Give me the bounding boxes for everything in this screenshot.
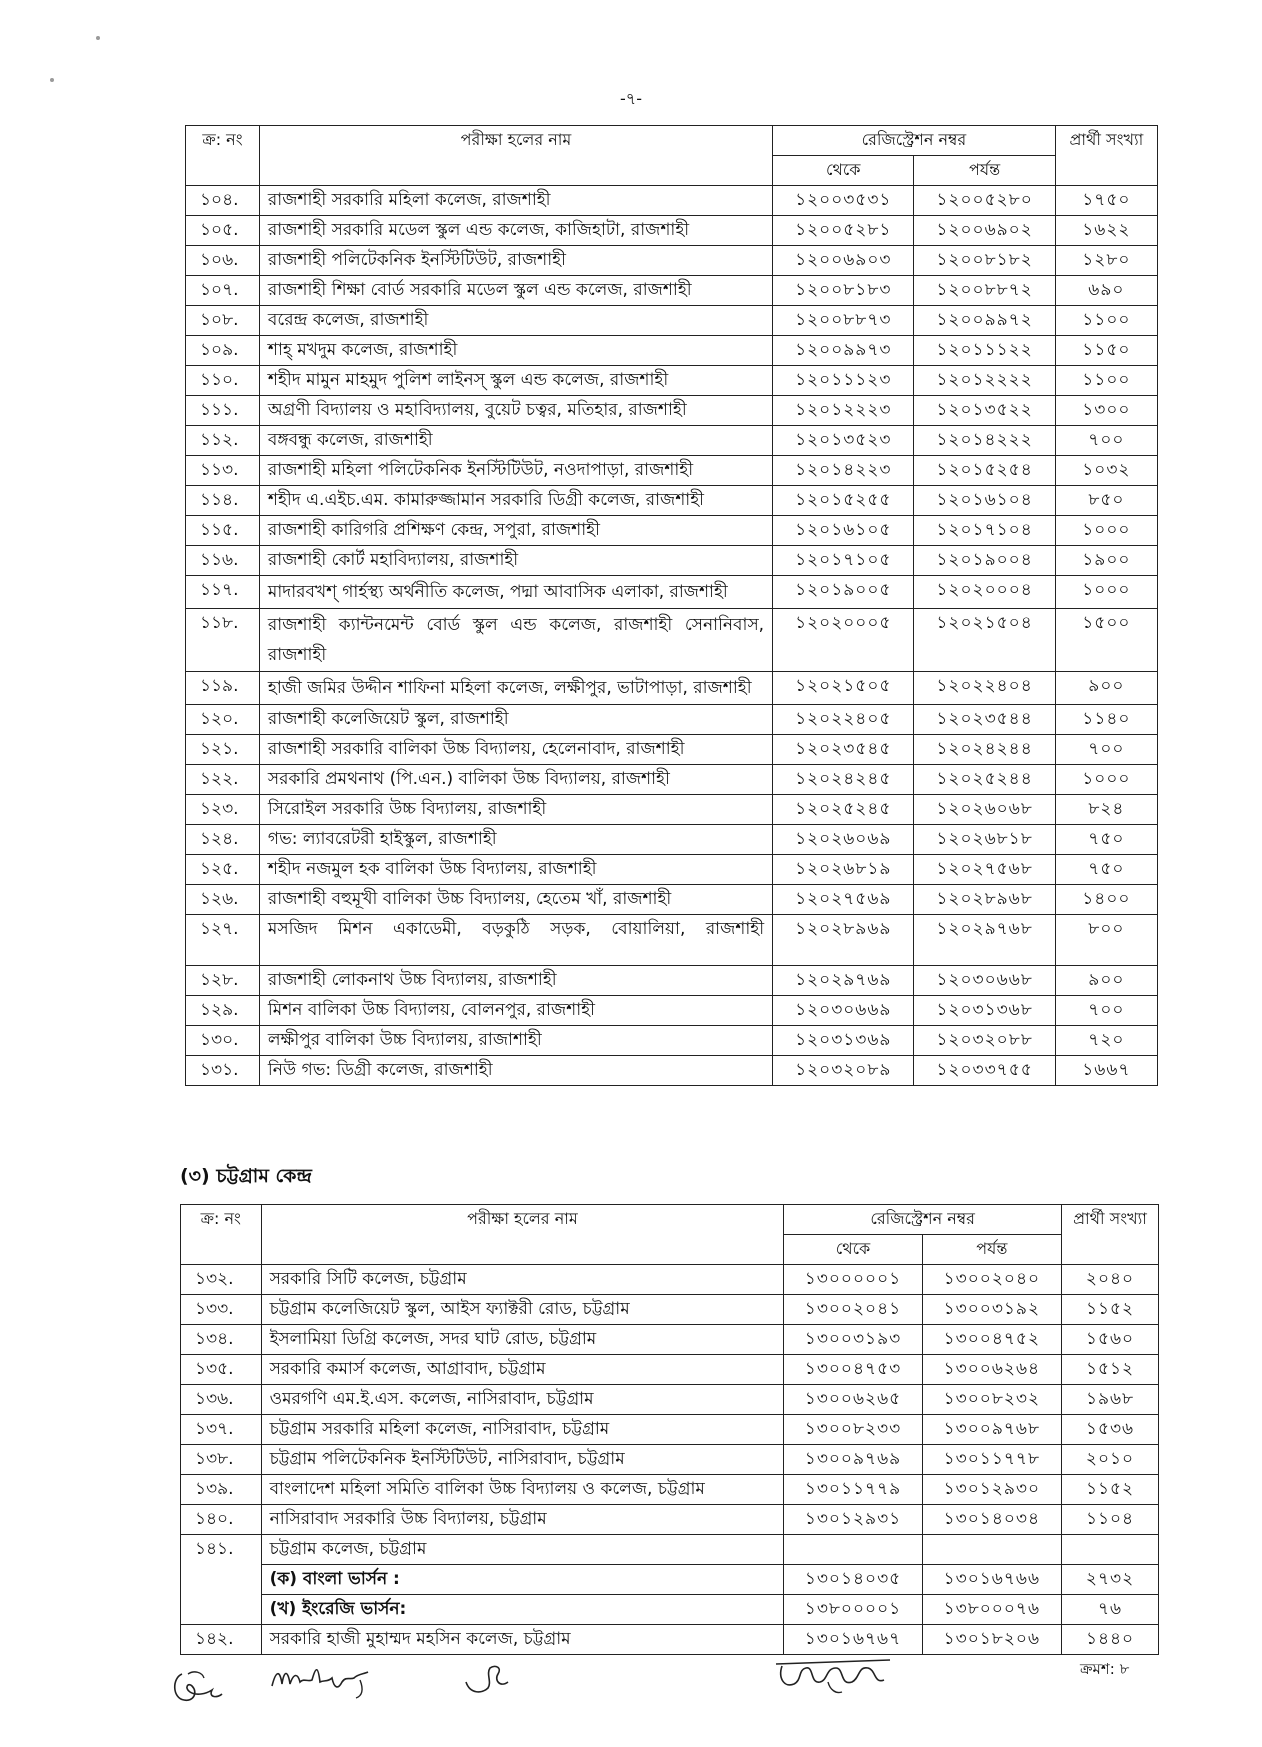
reg-to-cell: ১৩০০৪৭৫২ [922, 1325, 1061, 1355]
table-row [186, 735, 1158, 765]
candidate-count-cell: ১৬৬৭ [1055, 1056, 1157, 1086]
reg-to-cell: ১২০০৯৯৭২ [914, 306, 1055, 336]
header-hall-name: পরীক্ষা হলের নাম [261, 1205, 784, 1265]
candidate-count-cell: ১০৩২ [1055, 456, 1157, 486]
reg-to-cell: ১২০১১১২২ [914, 336, 1055, 366]
header-hall-name: পরীক্ষা হলের নাম [259, 126, 772, 186]
reg-to-cell: ১৩০১২৯৩০ [922, 1475, 1061, 1505]
candidate-count-cell: ১০০০ [1055, 576, 1157, 609]
hall-name-cell: মিশন বালিকা উচ্চ বিদ্যালয়, বোলনপুর, রাজশাহী [259, 996, 772, 1026]
candidate-count-cell: ১৯০০ [1055, 546, 1157, 576]
serial-cell: ১২৩. [186, 795, 260, 825]
hall-name-cell: শাহ্ মখদুম কলেজ, রাজশাহী [259, 336, 772, 366]
reg-from-cell: ১২০২২৪০৫ [773, 705, 914, 735]
table-row [186, 336, 1158, 366]
candidate-count-cell: ১৫১২ [1062, 1355, 1159, 1385]
hall-name-cell: বরেন্দ্র কলেজ, রাজশাহী [259, 306, 772, 336]
reg-to-cell: ১২০২৫২৪৪ [914, 765, 1055, 795]
table-row [186, 216, 1158, 246]
header-from: থেকে [773, 156, 914, 186]
table-row [186, 306, 1158, 336]
table-row [181, 1265, 1159, 1295]
serial-cell: ১২৪. [186, 825, 260, 855]
table-row [186, 795, 1158, 825]
reg-from-cell: ১৩০১৬৭৬৭ [784, 1625, 922, 1655]
candidate-count-cell: ১০০০ [1055, 765, 1157, 795]
reg-to-cell: ১২০০৮১৮২ [914, 246, 1055, 276]
reg-from-cell: ১২০১৯০০৫ [773, 576, 914, 609]
reg-to-cell: ১২০২২৪০৪ [914, 672, 1055, 705]
serial-cell: ১১৮. [186, 609, 260, 672]
table-row [186, 672, 1158, 705]
hall-name-cell: রাজশাহী লোকনাথ উচ্চ বিদ্যালয়, রাজশাহী [259, 966, 772, 996]
candidate-count-cell: ৭২০ [1055, 1026, 1157, 1056]
sub-version-name: (খ) ইংরেজি ভার্সন: [261, 1595, 784, 1625]
candidate-count-cell: ৬৯০ [1055, 276, 1157, 306]
candidate-count-cell: ১৩০০ [1055, 396, 1157, 426]
table-row [186, 456, 1158, 486]
hall-name-cell: সরকারি হাজী মুহাম্মদ মহসিন কলেজ, চট্টগ্রাম [261, 1625, 784, 1655]
reg-to-cell: ১৩০১৮২০৬ [922, 1625, 1061, 1655]
serial-cell: ১৩৮. [181, 1445, 262, 1475]
hall-name-cell: চট্টগ্রাম সরকারি মহিলা কলেজ, নাসিরাবাদ, চট্টগ্রাম [261, 1415, 784, 1445]
table-row [186, 996, 1158, 1026]
candidate-count-cell: ৭০০ [1055, 426, 1157, 456]
serial-cell: ১৩৭. [181, 1415, 262, 1445]
reg-from-cell: ১২০২৪২৪৫ [773, 765, 914, 795]
serial-cell: ১৪০. [181, 1505, 262, 1535]
candidate-count-cell: ১১৪০ [1055, 705, 1157, 735]
reg-to-cell: ১২০১৪২২২ [914, 426, 1055, 456]
candidate-count-cell: ১৫৬০ [1062, 1325, 1159, 1355]
reg-to-cell: ১২০২৩৫৪৪ [914, 705, 1055, 735]
reg-from-cell: ১৩৮০০০০১ [784, 1595, 922, 1625]
hall-name-cell: বাংলাদেশ মহিলা সমিতি বালিকা উচ্চ বিদ্যালয় ও কলেজ, চট্টগ্রাম [261, 1475, 784, 1505]
reg-from-cell: ১৩০০৪৭৫৩ [784, 1355, 922, 1385]
sub-version-name: (ক) বাংলা ভার্সন : [261, 1565, 784, 1595]
hall-name-cell: হাজী জমির উদ্দীন শাফিনা মহিলা কলেজ, লক্ষীপুর, ভাটাপাড়া, রাজশাহী [259, 672, 772, 705]
reg-to-cell: ১২০২৬৮১৮ [914, 825, 1055, 855]
hall-name-cell: চট্টগ্রাম পলিটেকনিক ইনস্টিটিউট, নাসিরাবাদ, চট্টগ্রাম [261, 1445, 784, 1475]
serial-cell: ১২৮. [186, 966, 260, 996]
serial-cell: ১১০. [186, 366, 260, 396]
table-row [181, 1415, 1159, 1445]
reg-from-cell: ১২০২৬৮১৯ [773, 855, 914, 885]
hall-name-cell: অগ্রণী বিদ্যালয় ও মহাবিদ্যালয়, বুয়েট চত্বর, মতিহার, রাজশাহী [259, 396, 772, 426]
empty-cell [1062, 1535, 1159, 1565]
reg-from-cell: ১২০২৭৫৬৯ [773, 885, 914, 915]
hall-name-cell: মাদারবখশ্ গার্হস্থ্য অর্থনীতি কলেজ, পদ্মা আবাসিক এলাকা, রাজশাহী [259, 576, 772, 609]
reg-to-cell: ১৩০১১৭৭৮ [922, 1445, 1061, 1475]
serial-cell: ১২৫. [186, 855, 260, 885]
reg-from-cell: ১৩০০৮২৩৩ [784, 1415, 922, 1445]
candidate-count-cell: ৭৫০ [1055, 855, 1157, 885]
hall-name-cell: ওমরগণি এম.ই.এস. কলেজ, নাসিরাবাদ, চট্টগ্রাম [261, 1385, 784, 1415]
reg-to-cell: ১৩৮০০০৭৬ [922, 1595, 1061, 1625]
candidate-count-cell: ১১৫২ [1062, 1475, 1159, 1505]
exam-hall-table-chattogram [180, 1204, 1159, 1655]
reg-to-cell: ১২০৩০৬৬৮ [914, 966, 1055, 996]
hall-name-cell: রাজশাহী কারিগরি প্রশিক্ষণ কেন্দ্র, সপুরা, রাজশাহী [259, 516, 772, 546]
hall-name-cell: ইসলামিয়া ডিগ্রি কলেজ, সদর ঘাট রোড, চট্টগ্রাম [261, 1325, 784, 1355]
serial-cell: ১০৪. [186, 186, 260, 216]
serial-cell: ১২৭. [186, 915, 260, 966]
scan-speck [96, 36, 100, 40]
signature-1 [168, 1668, 228, 1708]
candidate-count-cell: ৯০০ [1055, 966, 1157, 996]
candidate-count-cell: ১১০৪ [1062, 1505, 1159, 1535]
table-row [186, 426, 1158, 456]
serial-cell: ১১৯. [186, 672, 260, 705]
empty-cell [784, 1535, 922, 1565]
hall-name-cell: রাজশাহী কলেজিয়েট স্কুল, রাজশাহী [259, 705, 772, 735]
reg-from-cell: ১৩০০০০০১ [784, 1265, 922, 1295]
signature-2 [268, 1660, 388, 1700]
hall-name-cell: শহীদ নজমুল হক বালিকা উচ্চ বিদ্যালয়, রাজশাহী [259, 855, 772, 885]
hall-name-cell: চট্টগ্রাম কলেজ, চট্টগ্রাম [261, 1535, 784, 1565]
table-row [181, 1625, 1159, 1655]
reg-to-cell: ১২০০৫২৮০ [914, 186, 1055, 216]
hall-name-cell: নিউ গভ: ডিগ্রী কলেজ, রাজশাহী [259, 1056, 772, 1086]
table-row [186, 486, 1158, 516]
serial-cell: ১১৩. [186, 456, 260, 486]
exam-hall-table-rajshahi [185, 125, 1158, 1086]
candidate-count-cell: ১৯৬৮ [1062, 1385, 1159, 1415]
serial-cell: ১২১. [186, 735, 260, 765]
candidate-count-cell: ১১০০ [1055, 306, 1157, 336]
candidate-count-cell: ১৫০০ [1055, 609, 1157, 672]
serial-cell: ১৩৫. [181, 1355, 262, 1385]
reg-from-cell: ১৩০০৯৭৬৯ [784, 1445, 922, 1475]
reg-to-cell: ১২০১৫২৫৪ [914, 456, 1055, 486]
candidate-count-cell: ২০১০ [1062, 1445, 1159, 1475]
reg-to-cell: ১৩০০৯৭৬৮ [922, 1415, 1061, 1445]
candidate-count-cell: ৯০০ [1055, 672, 1157, 705]
hall-name-cell: সরকারি প্রমথনাথ (পি.এন.) বালিকা উচ্চ বিদ্যালয়, রাজশাহী [259, 765, 772, 795]
empty-cell [922, 1535, 1061, 1565]
reg-from-cell: ১২০০৩৫৩১ [773, 186, 914, 216]
reg-from-cell: ১২০৩০৬৬৯ [773, 996, 914, 1026]
serial-cell: ১৩২. [181, 1265, 262, 1295]
serial-cell: ১০৮. [186, 306, 260, 336]
header-from: থেকে [784, 1235, 922, 1265]
header-serial: ক্র: নং [186, 126, 260, 186]
candidate-count-cell: ১১৫০ [1055, 336, 1157, 366]
table-row [186, 576, 1158, 609]
serial-cell: ১০৫. [186, 216, 260, 246]
candidate-count-cell: ৭৬ [1062, 1595, 1159, 1625]
serial-cell: ১২৬. [186, 885, 260, 915]
candidate-count-cell: ২০৪০ [1062, 1265, 1159, 1295]
candidate-count-cell: ১২৮০ [1055, 246, 1157, 276]
reg-from-cell: ১২০২১৫০৫ [773, 672, 914, 705]
hall-name-cell: শহীদ এ.এইচ.এম. কামারুজ্জামান সরকারি ডিগ্রী কলেজ, রাজশাহী [259, 486, 772, 516]
reg-from-cell: ১৩০০৬২৬৫ [784, 1385, 922, 1415]
header-candidates: প্রার্থী সংখ্যা [1062, 1205, 1159, 1265]
table-row [186, 246, 1158, 276]
hall-name-cell: সরকারি সিটি কলেজ, চট্টগ্রাম [261, 1265, 784, 1295]
candidate-count-cell: ২৭৩২ [1062, 1565, 1159, 1595]
candidate-count-cell: ৭৫০ [1055, 825, 1157, 855]
serial-cell: ১৩৯. [181, 1475, 262, 1505]
serial-cell: ১২০. [186, 705, 260, 735]
reg-from-cell: ১২০২৮৯৬৯ [773, 915, 914, 966]
hall-name-cell: লক্ষীপুর বালিকা উচ্চ বিদ্যালয়, রাজাশাহী [259, 1026, 772, 1056]
reg-from-cell: ১২০১৬১০৫ [773, 516, 914, 546]
table-row [186, 915, 1158, 966]
hall-name-cell: মসজিদ মিশন একাডেমী, বড়কুঠি সড়ক, বোয়ালিয়া, রাজশাহী [259, 915, 772, 966]
header-candidates: প্রার্থী সংখ্যা [1055, 126, 1157, 186]
candidate-count-cell: ৭০০ [1055, 996, 1157, 1026]
table-row [186, 366, 1158, 396]
table-body [186, 186, 1158, 1086]
header-registration: রেজিস্ট্রেশন নম্বর [784, 1205, 1062, 1235]
candidate-count-cell: ৮০০ [1055, 915, 1157, 966]
header-to: পর্যন্ত [914, 156, 1055, 186]
reg-from-cell: ১৩০১১৭৭৯ [784, 1475, 922, 1505]
candidate-count-cell: ১১০০ [1055, 366, 1157, 396]
reg-to-cell: ১৩০১৪০৩৪ [922, 1505, 1061, 1535]
table-row [181, 1475, 1159, 1505]
hall-name-cell: চট্টগ্রাম কলেজিয়েট স্কুল, আইস ফ্যাক্টরী রোড, চট্টগ্রাম [261, 1295, 784, 1325]
hall-name-cell: রাজশাহী শিক্ষা বোর্ড সরকারি মডেল স্কুল এন্ড কলেজ, রাজশাহী [259, 276, 772, 306]
reg-from-cell: ১২০১২২২৩ [773, 396, 914, 426]
reg-to-cell: ১২০৩৩৭৫৫ [914, 1056, 1055, 1086]
table-row [186, 1026, 1158, 1056]
candidate-count-cell: ৮২৪ [1055, 795, 1157, 825]
reg-to-cell: ১৩০১৬৭৬৬ [922, 1565, 1061, 1595]
serial-cell: ১১৪. [186, 486, 260, 516]
candidate-count-cell: ১১৫২ [1062, 1295, 1159, 1325]
table-row [181, 1325, 1159, 1355]
table-row [181, 1505, 1159, 1535]
reg-to-cell: ১২০১৬১০৪ [914, 486, 1055, 516]
reg-from-cell: ১২০০৬৯০৩ [773, 246, 914, 276]
candidate-count-cell: ১৭৫০ [1055, 186, 1157, 216]
reg-to-cell: ১২০১২২২২ [914, 366, 1055, 396]
hall-name-cell: রাজশাহী মহিলা পলিটেকনিক ইনস্টিটিউট, নওদাপাড়া, রাজশাহী [259, 456, 772, 486]
table-row [181, 1445, 1159, 1475]
reg-to-cell: ১২০১৭১০৪ [914, 516, 1055, 546]
table-row [186, 1056, 1158, 1086]
serial-cell: ১৩৩. [181, 1295, 262, 1325]
table-row [181, 1295, 1159, 1325]
table-row [186, 885, 1158, 915]
reg-from-cell: ১২০২৯৭৬৯ [773, 966, 914, 996]
table-row [186, 855, 1158, 885]
reg-to-cell: ১২০৩২০৮৮ [914, 1026, 1055, 1056]
page-number: -৭- [620, 89, 642, 108]
signature-3 [460, 1660, 520, 1700]
table-row [181, 1595, 1159, 1625]
reg-to-cell: ১৩০০২০৪০ [922, 1265, 1061, 1295]
hall-name-cell: রাজশাহী বহুমূখী বালিকা উচ্চ বিদ্যালয়, হেতেম খাঁ, রাজশাহী [259, 885, 772, 915]
reg-from-cell: ১২০০৫২৮১ [773, 216, 914, 246]
reg-from-cell: ১২০৩১৩৬৯ [773, 1026, 914, 1056]
hall-name-cell: সরকারি কমার্স কলেজ, আগ্রাবাদ, চট্টগ্রাম [261, 1355, 784, 1385]
header-serial: ক্র: নং [181, 1205, 262, 1265]
table-row [186, 546, 1158, 576]
reg-from-cell: ১২০০৯৯৭৩ [773, 336, 914, 366]
reg-from-cell: ১২০০৮৮৭৩ [773, 306, 914, 336]
reg-from-cell: ১৩০১৪০৩৫ [784, 1565, 922, 1595]
reg-from-cell: ১২০১৩৫২৩ [773, 426, 914, 456]
reg-from-cell: ১২০১৭১০৫ [773, 546, 914, 576]
serial-cell: ১৩১. [186, 1056, 260, 1086]
serial-cell: ১৩৬. [181, 1385, 262, 1415]
serial-cell: ১১২. [186, 426, 260, 456]
reg-from-cell: ১২০২৫২৪৫ [773, 795, 914, 825]
reg-from-cell: ১২০১৫২৫৫ [773, 486, 914, 516]
serial-cell: ১০৬. [186, 246, 260, 276]
reg-to-cell: ১২০২০০০৪ [914, 576, 1055, 609]
scan-speck [50, 78, 54, 82]
candidate-count-cell: ১০০০ [1055, 516, 1157, 546]
hall-name-cell: রাজশাহী সরকারি মডেল স্কুল এন্ড কলেজ, কাজিহাটা, রাজশাহী [259, 216, 772, 246]
serial-cell: ১০৯. [186, 336, 260, 366]
reg-from-cell: ১৩০১২৯৩১ [784, 1505, 922, 1535]
table-row [186, 705, 1158, 735]
table-row [186, 966, 1158, 996]
serial-cell: ১০৭. [186, 276, 260, 306]
section-heading: (৩) চট্টগ্রাম কেন্দ্র [180, 1165, 312, 1187]
table-row [186, 825, 1158, 855]
reg-to-cell: ১২০২৮৯৬৮ [914, 885, 1055, 915]
candidate-count-cell: ১৬২২ [1055, 216, 1157, 246]
table-row [186, 186, 1158, 216]
reg-to-cell: ১২০০৮৮৭২ [914, 276, 1055, 306]
table-row [181, 1565, 1159, 1595]
hall-name-cell: নাসিরাবাদ সরকারি উচ্চ বিদ্যালয়, চট্টগ্রাম [261, 1505, 784, 1535]
serial-cell: ১১৫. [186, 516, 260, 546]
reg-to-cell: ১২০২৬০৬৮ [914, 795, 1055, 825]
table-row [186, 276, 1158, 306]
reg-from-cell: ১৩০০৩১৯৩ [784, 1325, 922, 1355]
reg-to-cell: ১২০২৪২৪৪ [914, 735, 1055, 765]
table-row [186, 765, 1158, 795]
reg-to-cell: ১২০২৯৭৬৮ [914, 915, 1055, 966]
hall-name-cell: বঙ্গবন্ধু কলেজ, রাজশাহী [259, 426, 772, 456]
reg-from-cell: ১২০১১১২৩ [773, 366, 914, 396]
table-row [181, 1385, 1159, 1415]
reg-to-cell: ১২০৩১৩৬৮ [914, 996, 1055, 1026]
reg-to-cell: ১৩০০৬২৬৪ [922, 1355, 1061, 1385]
reg-to-cell: ১২০২৭৫৬৮ [914, 855, 1055, 885]
hall-name-cell: সিরোইল সরকারি উচ্চ বিদ্যালয়, রাজশাহী [259, 795, 772, 825]
serial-cell: ১৩৪. [181, 1325, 262, 1355]
candidate-count-cell: ৮৫০ [1055, 486, 1157, 516]
reg-from-cell: ১২০২৩৫৪৫ [773, 735, 914, 765]
serial-cell: ১৪১. [181, 1535, 262, 1625]
reg-from-cell: ১২০৩২০৮৯ [773, 1056, 914, 1086]
table-row [186, 609, 1158, 672]
reg-to-cell: ১২০১৩৫২২ [914, 396, 1055, 426]
table-row [186, 516, 1158, 546]
reg-to-cell: ১২০১৯০০৪ [914, 546, 1055, 576]
reg-to-cell: ১২০২১৫০৪ [914, 609, 1055, 672]
serial-cell: ১২২. [186, 765, 260, 795]
candidate-count-cell: ১৪০০ [1055, 885, 1157, 915]
serial-cell: ১২৯. [186, 996, 260, 1026]
header-to: পর্যন্ত [922, 1235, 1061, 1265]
hall-name-cell: শহীদ মামুন মাহমুদ পুলিশ লাইনস্ স্কুল এন্ড কলেজ, রাজশাহী [259, 366, 772, 396]
candidate-count-cell: ৭০০ [1055, 735, 1157, 765]
table-body [181, 1265, 1159, 1655]
reg-from-cell: ১২০১৪২২৩ [773, 456, 914, 486]
reg-to-cell: ১২০০৬৯০২ [914, 216, 1055, 246]
header-registration: রেজিস্ট্রেশন নম্বর [773, 126, 1056, 156]
reg-to-cell: ১৩০০৩১৯২ [922, 1295, 1061, 1325]
table-row [181, 1355, 1159, 1385]
hall-name-cell: রাজশাহী কোর্ট মহাবিদ্যালয়, রাজশাহী [259, 546, 772, 576]
hall-name-cell: রাজশাহী ক্যান্টনমেন্ট বোর্ড স্কুল এন্ড কলেজ, রাজশাহী সেনানিবাস, রাজশাহী [259, 609, 772, 672]
hall-name-cell: রাজশাহী সরকারি মহিলা কলেজ, রাজশাহী [259, 186, 772, 216]
reg-from-cell: ১৩০০২০৪১ [784, 1295, 922, 1325]
hall-name-cell: গভ: ল্যাবরেটরী হাইস্কুল, রাজশাহী [259, 825, 772, 855]
reg-from-cell: ১২০০৮১৮৩ [773, 276, 914, 306]
serial-cell: ১১৭. [186, 576, 260, 609]
candidate-count-cell: ১৪৪০ [1062, 1625, 1159, 1655]
serial-cell: ১৪২. [181, 1625, 262, 1655]
hall-name-cell: রাজশাহী সরকারি বালিকা উচ্চ বিদ্যালয়, হেলেনাবাদ, রাজশাহী [259, 735, 772, 765]
reg-to-cell: ১৩০০৮২৩২ [922, 1385, 1061, 1415]
candidate-count-cell: ১৫৩৬ [1062, 1415, 1159, 1445]
table-row [181, 1535, 1159, 1565]
serial-cell: ১১৬. [186, 546, 260, 576]
reg-from-cell: ১২০২০০০৫ [773, 609, 914, 672]
signature-4 [770, 1654, 900, 1698]
serial-cell: ১১১. [186, 396, 260, 426]
hall-name-cell: রাজশাহী পলিটেকনিক ইনস্টিটিউট, রাজশাহী [259, 246, 772, 276]
continued-note: ক্রমশ: ৮ [1080, 1660, 1130, 1678]
table-row [186, 396, 1158, 426]
reg-from-cell: ১২০২৬০৬৯ [773, 825, 914, 855]
serial-cell: ১৩০. [186, 1026, 260, 1056]
